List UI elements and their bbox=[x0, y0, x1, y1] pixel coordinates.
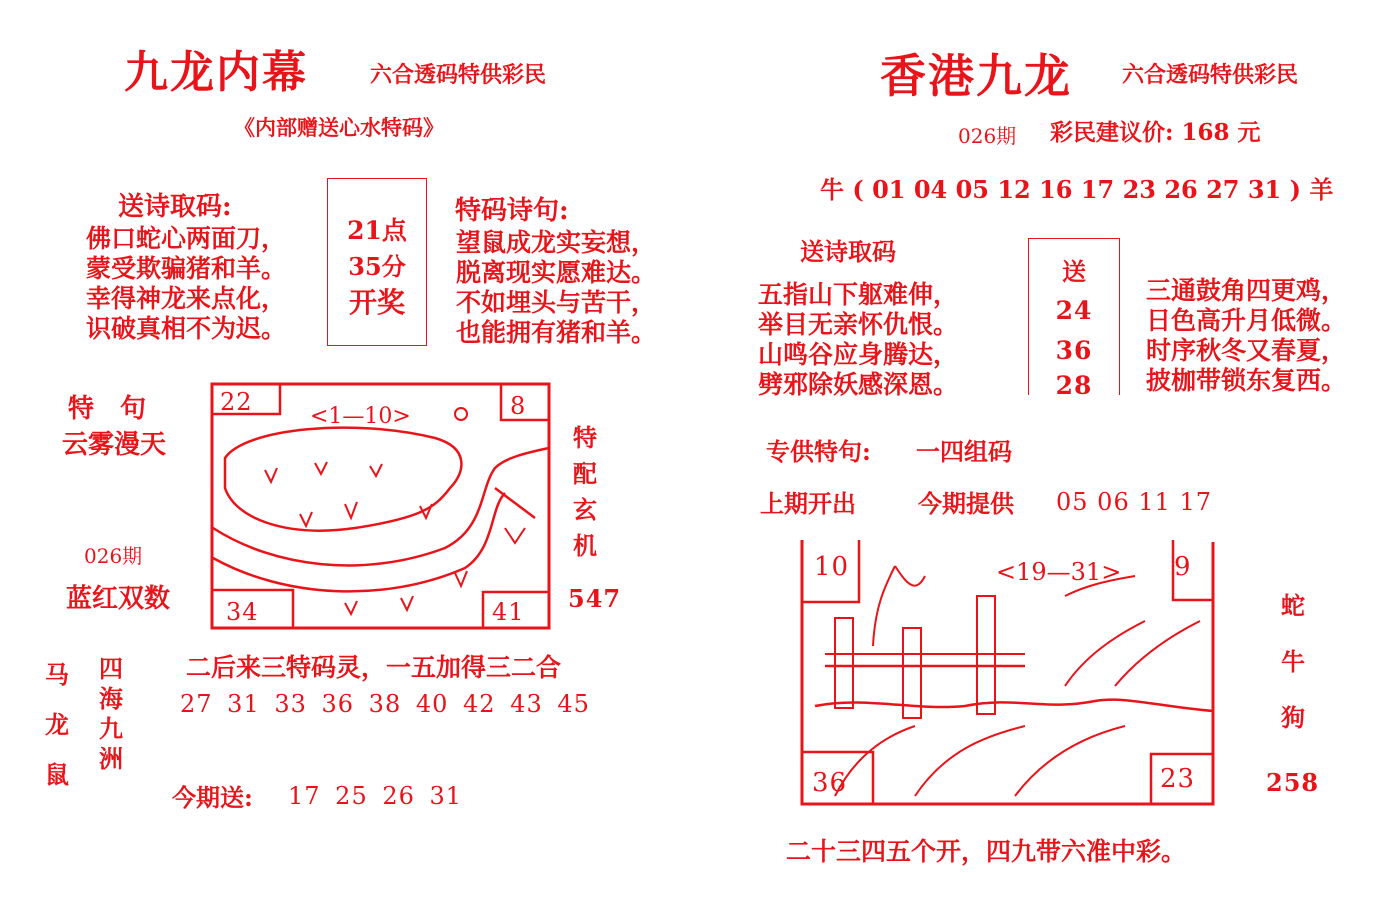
left-poem-line: 佛口蛇心两面刀， bbox=[86, 224, 287, 253]
right-today-numbers: 05 06 11 17 bbox=[1056, 488, 1213, 516]
left-poem-line: 识破真相不为迟。 bbox=[86, 314, 287, 343]
right-corner-bl: 36 bbox=[812, 768, 848, 798]
left-poem-head: 送诗取码: bbox=[118, 192, 232, 222]
left-poem-line: 蒙受欺骗猪和羊。 bbox=[86, 254, 287, 283]
side-char: 蛇 bbox=[1281, 591, 1305, 620]
right-verse-line: 日色高升月低微。 bbox=[1146, 306, 1347, 335]
right-corner-tl: 10 bbox=[814, 552, 850, 582]
right-range-label: <19—31> bbox=[996, 558, 1122, 586]
zodiac-char: 马 bbox=[45, 660, 69, 689]
left-issue: 026期 bbox=[84, 544, 143, 568]
left-verse bbox=[456, 228, 656, 348]
right-zodiac-line: 牛 ( 01 04 05 12 16 17 23 26 27 31 ) 羊 bbox=[820, 175, 1334, 204]
send-char: 送 bbox=[1062, 257, 1086, 286]
right-verse bbox=[1146, 276, 1346, 396]
right-poem-line: 五指山下躯难伸， bbox=[758, 280, 959, 309]
left-range-label: <1—10> bbox=[310, 404, 411, 429]
right-verse-line: 时序秋冬又春夏， bbox=[1146, 336, 1347, 365]
right-subtitle: 六合透码特供彩民 bbox=[1122, 62, 1299, 88]
right-today-label: 今期提供 bbox=[918, 489, 1014, 518]
right-side-column bbox=[1278, 578, 1308, 746]
side-char: 狗 bbox=[1281, 703, 1305, 732]
right-price: 彩民建议价: 168 元 bbox=[1050, 119, 1261, 146]
left-zodiac-column bbox=[42, 650, 72, 800]
left-gift: 《内部赠送心水特码》 bbox=[234, 115, 444, 140]
right-corner-tr: 9 bbox=[1174, 552, 1192, 582]
time-hour: 21点 bbox=[347, 216, 407, 245]
left-verse-line: 望鼠成龙实妄想， bbox=[456, 228, 657, 257]
left-poem bbox=[86, 224, 286, 344]
left-side-number: 547 bbox=[568, 584, 622, 613]
side-char: 配 bbox=[573, 459, 597, 488]
seas-char: 四 bbox=[99, 654, 123, 683]
four-seas-column bbox=[96, 654, 126, 774]
left-corner-tl: 22 bbox=[220, 388, 253, 416]
right-verse-line: 三通鼓角四更鸡， bbox=[1146, 276, 1347, 305]
side-char: 特 bbox=[573, 423, 597, 452]
right-send-box bbox=[1028, 238, 1120, 395]
left-today-numbers: 17 25 26 31 bbox=[288, 782, 463, 810]
right-title: 香港九龙 bbox=[880, 49, 1072, 103]
left-verse-line: 也能拥有猪和羊。 bbox=[456, 318, 657, 347]
left-side-column bbox=[570, 420, 600, 564]
left-rhyme-line: 二后来三特码灵，一五加得三二合 bbox=[186, 653, 562, 682]
te-ju-label: 特 句 bbox=[68, 394, 147, 424]
side-char: 牛 bbox=[1281, 647, 1305, 676]
side-char: 玄 bbox=[573, 495, 597, 524]
seas-char: 海 bbox=[99, 684, 123, 713]
seas-char: 九 bbox=[99, 714, 123, 743]
left-corner-br: 41 bbox=[492, 598, 525, 626]
send-number: 24 bbox=[1055, 296, 1093, 325]
left-today-label: 今期送: bbox=[172, 783, 253, 812]
blue-red-label: 蓝红双数 bbox=[66, 584, 171, 614]
left-verse-line: 脱离现实愿难达。 bbox=[456, 258, 657, 287]
side-char: 机 bbox=[573, 531, 597, 560]
special-text: 一四组码 bbox=[916, 437, 1012, 466]
left-corner-tr: 8 bbox=[510, 392, 527, 420]
last-issue-label: 上期开出 bbox=[760, 489, 856, 518]
right-poem-line: 劈邪除妖感深恩。 bbox=[758, 370, 959, 399]
left-corner-bl: 34 bbox=[226, 598, 259, 626]
left-verse-head: 特码诗句: bbox=[455, 196, 569, 226]
left-subtitle: 六合透码特供彩民 bbox=[370, 62, 547, 88]
send-number: 36 bbox=[1055, 336, 1093, 365]
te-ju-text: 云雾漫天 bbox=[62, 430, 167, 460]
right-side-number: 258 bbox=[1266, 768, 1320, 797]
right-poem-head: 送诗取码 bbox=[800, 237, 896, 266]
zodiac-char: 龙 bbox=[45, 710, 69, 739]
seas-char: 洲 bbox=[99, 744, 123, 773]
right-verse-line: 披枷带锁东复西。 bbox=[1146, 366, 1347, 395]
right-bottom-line: 二十三四五个开，四九带六准中彩。 bbox=[786, 837, 1187, 866]
time-draw: 开奖 bbox=[348, 286, 405, 319]
left-time-box bbox=[327, 178, 427, 346]
time-minute: 35分 bbox=[348, 252, 406, 281]
left-title: 九龙内幕 bbox=[124, 47, 308, 98]
send-number: 28 bbox=[1055, 371, 1093, 395]
zodiac-char: 鼠 bbox=[45, 760, 69, 789]
left-poem-line: 幸得神龙来点化， bbox=[86, 284, 287, 313]
right-poem-line: 举目无亲怀仇恨。 bbox=[758, 310, 959, 339]
special-label: 专供特句: bbox=[766, 437, 871, 466]
right-poem bbox=[758, 280, 958, 400]
left-verse-line: 不如埋头与苦干， bbox=[456, 288, 657, 317]
right-issue: 026期 bbox=[958, 124, 1017, 148]
right-poem-line: 山鸣谷应身腾达， bbox=[758, 340, 959, 369]
left-number-list: 27 31 33 36 38 40 42 43 45 bbox=[180, 690, 590, 718]
right-corner-br: 23 bbox=[1160, 764, 1196, 794]
